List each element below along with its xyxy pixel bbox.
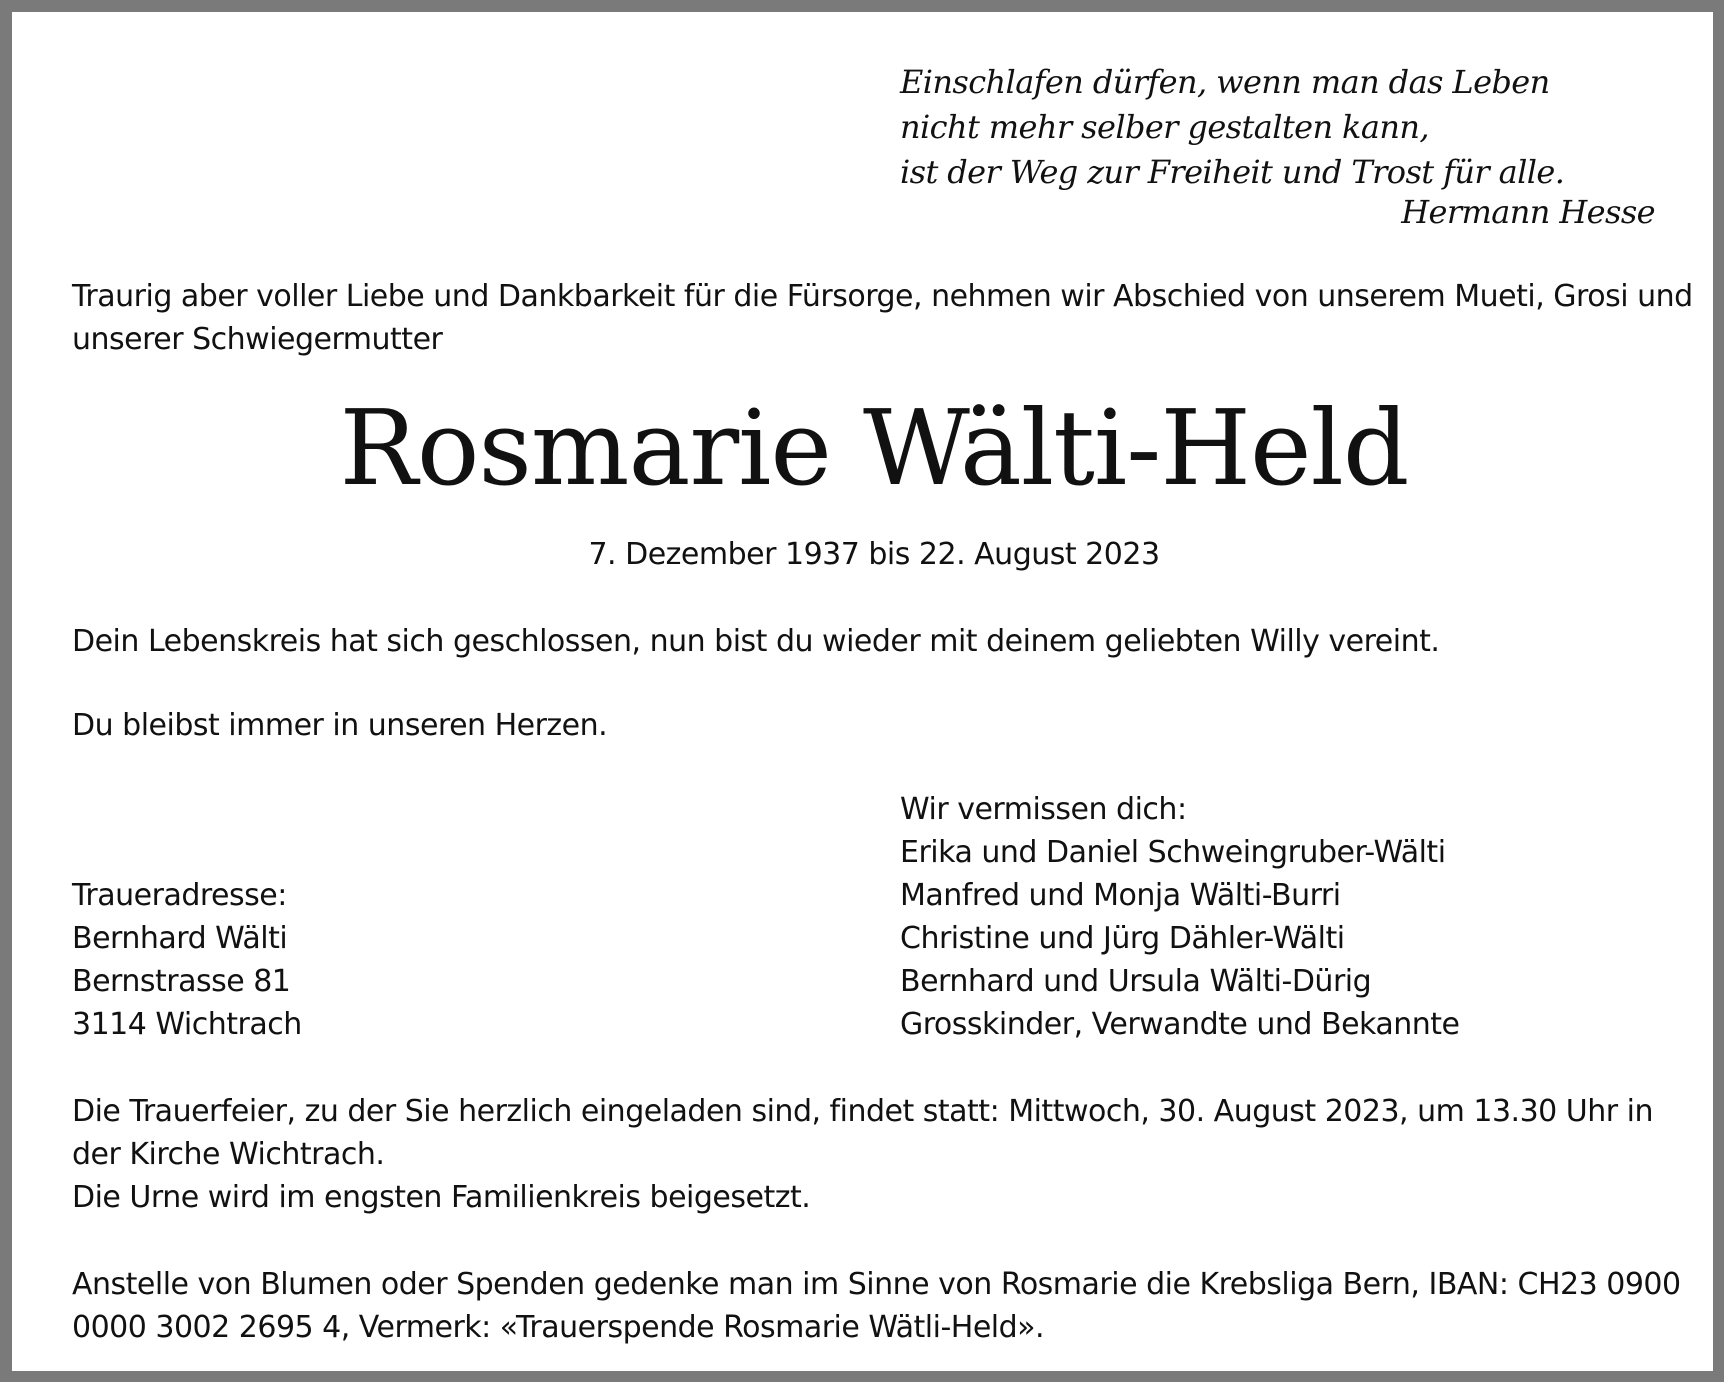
hesse-quote <box>900 60 1680 195</box>
address-line: Bernhard Wälti <box>72 921 288 956</box>
quote-line: nicht mehr selber gestalten kann, <box>900 108 1429 146</box>
address-heading: Traueradresse: <box>72 878 287 913</box>
family-member: Manfred und Monja Wälti-Burri <box>900 878 1341 913</box>
mourning-address <box>72 874 302 1046</box>
quote-line: ist der Weg zur Freiheit und Trost für alle. <box>900 153 1565 191</box>
message-line-1: Dein Lebenskreis hat sich geschlossen, nun bist du wieder mit deinem geliebten Willy vereint. <box>72 624 1440 659</box>
life-dates: 7. Dezember 1937 bis 22. August 2023 <box>588 537 1160 572</box>
family-member: Bernhard und Ursula Wälti-Dürig <box>900 964 1372 999</box>
family-heading: Wir vermissen dich: <box>900 792 1187 827</box>
ceremony-line: Die Urne wird im engsten Familienkreis beigesetzt. <box>72 1180 811 1215</box>
message-line-2: Du bleibst immer in unseren Herzen. <box>72 708 608 743</box>
intro-line: Traurig aber voller Liebe und Dankbarkeit für die Fürsorge, nehmen wir Abschied von unserem Mueti, Grosi und <box>72 279 1693 314</box>
quote-line: Einschlafen dürfen, wenn man das Leben <box>900 63 1550 101</box>
deceased-name: Rosmarie Wälti-Held <box>339 387 1409 509</box>
family-member: Grosskinder, Verwandte und Bekannte <box>900 1007 1460 1042</box>
donation-line: Anstelle von Blumen oder Spenden gedenke man im Sinne von Rosmarie die Krebsliga Bern, IBAN: CH23 0900 <box>72 1267 1681 1302</box>
address-line: Bernstrasse 81 <box>72 964 291 999</box>
donation-line: 0000 3002 2695 4, Vermerk: «Trauerspende Rosmarie Wätli-Held». <box>72 1310 1045 1345</box>
donation-info <box>72 1263 1682 1349</box>
family-member: Erika und Daniel Schweingruber-Wälti <box>900 835 1446 870</box>
intro-line: unserer Schwiegermutter <box>72 322 443 357</box>
intro-text <box>72 275 1693 361</box>
quote-author: Hermann Hesse <box>1401 193 1655 231</box>
family-list <box>900 788 1460 1046</box>
ceremony-line: Die Trauerfeier, zu der Sie herzlich eingeladen sind, findet statt: Mittwoch, 30. August 2023, um 13.30 Uhr in <box>72 1094 1653 1129</box>
family-member: Christine und Jürg Dähler-Wälti <box>900 921 1345 956</box>
ceremony-line: der Kirche Wichtrach. <box>72 1137 385 1172</box>
address-line: 3114 Wichtrach <box>72 1007 302 1042</box>
ceremony-info <box>72 1090 1682 1219</box>
